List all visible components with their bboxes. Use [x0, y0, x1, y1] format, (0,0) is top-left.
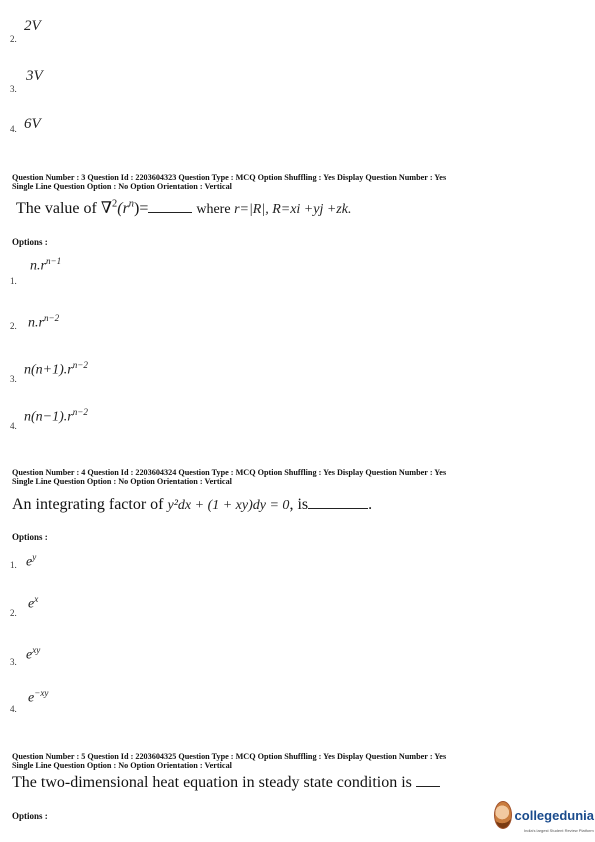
meta-line-2: Single Line Question Option : No Option Orientation : Vertical	[12, 182, 232, 191]
question-5-meta	[12, 752, 446, 770]
option-text: $n(n+1).r^{n-2}$	[24, 360, 88, 378]
option-text: 6V	[24, 116, 41, 132]
option-text: $n.r^{n-2}$	[28, 313, 60, 331]
option-number: 4.	[10, 124, 17, 134]
option-number: 3.	[10, 374, 17, 384]
option-text: 2V	[24, 18, 41, 34]
answer-blank	[148, 212, 192, 213]
question-4-meta	[12, 468, 446, 486]
option-text: $e^x$	[28, 594, 39, 612]
logo-mascot-icon	[494, 801, 512, 829]
option-number: 2.	[10, 608, 17, 618]
option-text: $n(n-1).r^{n-2}$	[24, 407, 88, 425]
meta-line-1: Question Number : 3 Question Id : 2203604323 Question Type : MCQ Option Shuffling : Yes Display Question Number : Yes	[12, 173, 447, 182]
meta-line-2: Single Line Question Option : No Option Orientation : Vertical	[12, 761, 232, 770]
logo-name: collegedunia	[514, 807, 594, 823]
question-3-options-label: Options :	[12, 237, 48, 247]
question-3-meta	[12, 173, 446, 191]
meta-line-2: Single Line Question Option : No Option Orientation : Vertical	[12, 477, 232, 486]
option-number: 3.	[10, 657, 17, 667]
option-text: 3V	[26, 68, 43, 84]
option-number: 2.	[10, 34, 17, 44]
question-3-text: The value of $\nabla^2(r^n)=$ where r=|R|, R=xi +yj +zk.	[16, 198, 352, 217]
option-text: $e^{xy}$	[26, 645, 41, 663]
option-number: 3.	[10, 84, 17, 94]
option-number: 2.	[10, 321, 17, 331]
collegedunia-logo	[494, 801, 594, 833]
question-5-options-label: Options :	[12, 811, 48, 821]
meta-line-1: Question Number : 4 Question Id : 2203604324 Question Type : MCQ Option Shuffling : Yes Display Question Number : Yes	[12, 468, 447, 477]
option-number: 4.	[10, 421, 17, 431]
meta-line-1: Question Number : 5 Question Id : 2203604325 Question Type : MCQ Option Shuffling : Yes Display Question Number : Yes	[12, 752, 447, 761]
answer-blank	[308, 508, 368, 509]
option-number: 1.	[10, 560, 17, 570]
question-5-text: The two-dimensional heat equation in steady state condition is	[12, 774, 440, 792]
option-number: 4.	[10, 704, 17, 714]
option-text: $e^y$	[26, 552, 37, 570]
logo-tagline: India's largest Student Review Platform	[524, 828, 594, 833]
question-4-text: An integrating factor of y²dx + (1 + xy)dy = 0, is .	[12, 496, 373, 513]
option-number: 1.	[10, 276, 17, 286]
question-4-options-label: Options :	[12, 532, 48, 542]
answer-blank	[416, 786, 440, 787]
option-text: $e^{-xy}$	[28, 688, 49, 706]
option-text: $n.r^{n-1}$	[30, 256, 62, 274]
